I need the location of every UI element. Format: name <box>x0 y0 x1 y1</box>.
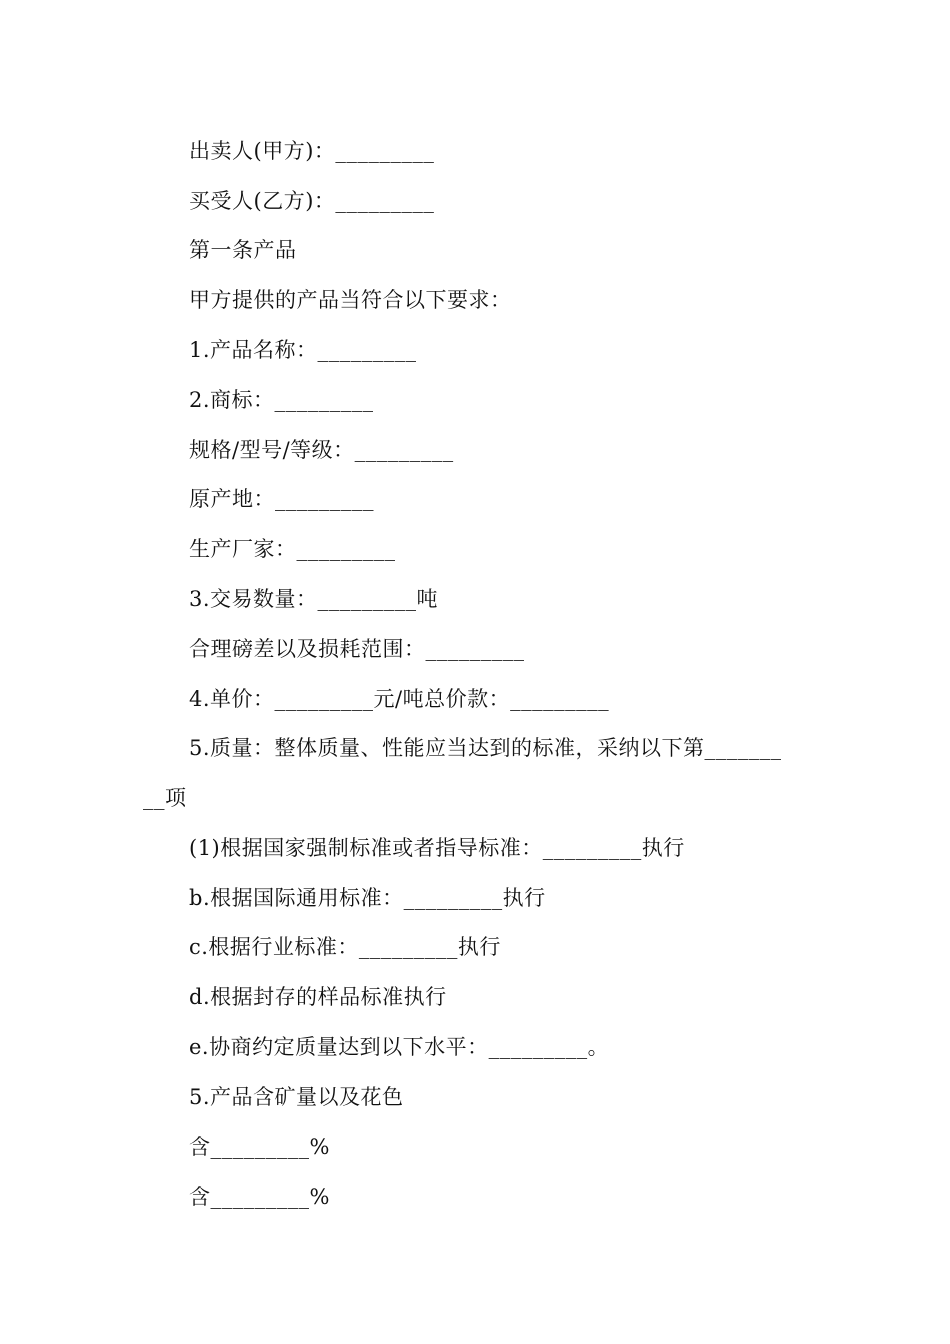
content-line-1: 含_________% <box>189 1135 330 1159</box>
quantity-line: 3.交易数量：_________吨 <box>189 587 439 611</box>
quality-line-continued: __项 <box>143 786 187 810</box>
requirements-intro: 甲方提供的产品当符合以下要求： <box>189 288 512 312</box>
seller-line: 出卖人(甲方)：_________ <box>189 139 435 163</box>
national-standard-line: (1)根据国家强制标准或者指导标准：_________执行 <box>189 836 685 860</box>
tolerance-line: 合理磅差以及损耗范围：_________ <box>189 637 525 661</box>
sample-standard-line: d.根据封存的样品标准执行 <box>189 985 447 1009</box>
manufacturer-line: 生产厂家：_________ <box>189 537 396 561</box>
origin-line: 原产地：_________ <box>189 487 374 511</box>
content-line-2: 含_________% <box>189 1185 330 1209</box>
ore-content-heading: 5.产品含矿量以及花色 <box>189 1085 404 1109</box>
trademark-line: 2.商标：_________ <box>189 388 374 412</box>
article-one-heading: 第一条产品 <box>189 238 297 262</box>
buyer-line: 买受人(乙方)：_________ <box>189 189 435 213</box>
spec-line: 规格/型号/等级：_________ <box>189 438 454 462</box>
industry-standard-line: c.根据行业标准：_________执行 <box>189 935 501 959</box>
product-name-line: 1.产品名称：_________ <box>189 338 417 362</box>
price-line: 4.单价：_________元/吨总价款：_________ <box>189 687 610 711</box>
quality-line: 5.质量：整体质量、性能应当达到的标准，采纳以下第_______ <box>189 736 782 760</box>
negotiated-quality-line: e.协商约定质量达到以下水平：_________。 <box>189 1035 610 1059</box>
international-standard-line: b.根据国际通用标准：_________执行 <box>189 886 546 910</box>
